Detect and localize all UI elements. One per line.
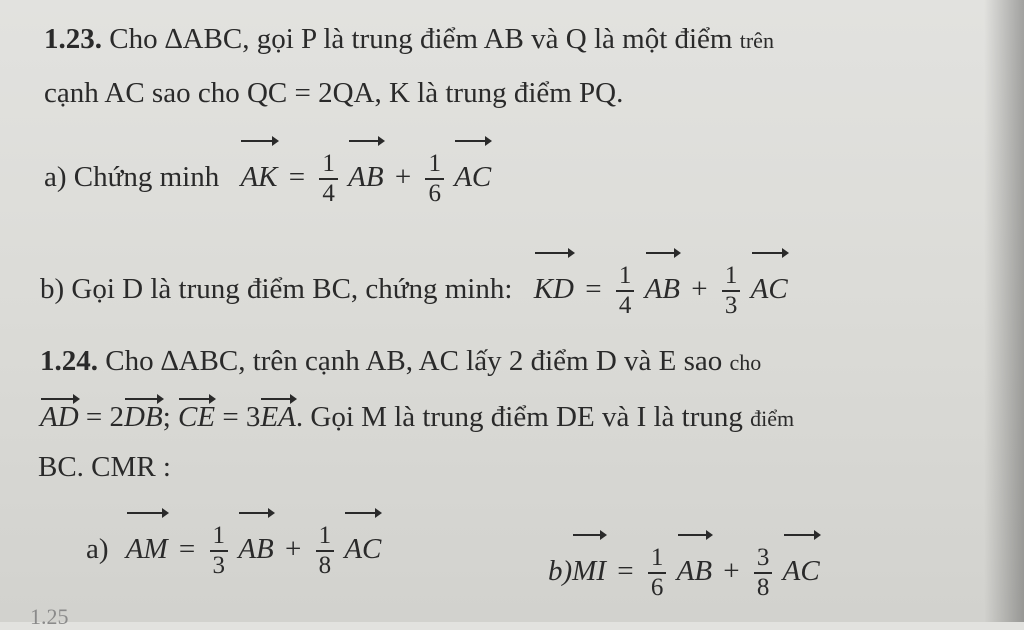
part-label: b): [548, 555, 573, 587]
denominator: 4: [322, 180, 335, 208]
fraction: [319, 150, 338, 208]
vector-ad: AD: [40, 394, 79, 434]
numerator: 1: [210, 522, 229, 552]
page-edge-shadow: [984, 0, 1024, 622]
fraction: [425, 150, 444, 208]
vector-ab: AB: [645, 248, 680, 324]
problem-number: 1.23.: [44, 23, 102, 55]
numerator: 1: [316, 522, 335, 552]
vector-ab: AB: [348, 136, 383, 212]
separator: ;: [162, 401, 171, 433]
vector-mi: MI: [572, 530, 606, 606]
numerator: 1: [319, 150, 338, 180]
problem-text: BC. CMR :: [38, 451, 171, 483]
problem-1-23-line-2: [44, 76, 623, 110]
fraction: [210, 522, 229, 580]
vector-ac: AC: [783, 530, 820, 606]
problem-text-small: trên: [739, 28, 774, 53]
equals-sign: =: [178, 533, 196, 565]
equals-sign: =: [585, 273, 602, 305]
vector-db: DB: [124, 394, 163, 434]
denominator: 6: [428, 180, 441, 208]
plus-sign: +: [723, 555, 740, 587]
equals-sign: =: [617, 555, 634, 587]
equals-sign: =: [288, 161, 306, 193]
vector-ab: AB: [677, 530, 712, 606]
fraction: [316, 522, 335, 580]
numerator: 1: [616, 262, 635, 292]
part-label: a): [86, 533, 109, 565]
part-label: a) Chứng minh: [44, 161, 220, 193]
next-problem-partial: 1.25: [30, 604, 69, 629]
problem-text: Cho ∆ABC, gọi P là trung điểm AB và Q là một điểm: [109, 23, 733, 55]
vector-ac: AC: [344, 508, 381, 584]
problem-1-24-line-3: [38, 450, 171, 484]
fraction: [648, 544, 667, 602]
problem-1-24-line-2: [40, 394, 794, 436]
numerator: 1: [722, 262, 741, 292]
equals-three: = 3: [222, 401, 261, 433]
fraction: [722, 262, 741, 320]
numerator: 1: [648, 544, 667, 574]
problem-1-23-part-b: [40, 248, 788, 324]
vector-ce: CE: [178, 394, 215, 434]
problem-1-23-line-1: [44, 22, 774, 58]
problem-text: Cho ∆ABC, trên cạnh AB, AC lấy 2 điểm D và E sao: [105, 345, 723, 377]
problem-1-23-part-a: [44, 136, 491, 212]
denominator: 3: [724, 292, 738, 320]
vector-kd: KD: [534, 248, 574, 324]
plus-sign: +: [691, 273, 708, 305]
denominator: 8: [318, 552, 332, 580]
vector-ac: AC: [454, 136, 491, 212]
problem-text: cạnh AC sao cho QC = 2QA, K là trung điểm PQ.: [44, 77, 624, 109]
vector-am: AM: [126, 508, 168, 584]
problem-1-24-part-b: [548, 530, 820, 606]
vector-ac: AC: [751, 248, 788, 324]
problem-text-small: điểm: [750, 406, 795, 431]
denominator: 3: [212, 552, 226, 580]
fraction: [754, 544, 773, 602]
denominator: 8: [756, 574, 770, 602]
equals-two: = 2: [85, 401, 125, 433]
denominator: 4: [618, 292, 632, 320]
plus-sign: +: [394, 161, 412, 193]
problem-1-24-part-a: [86, 508, 381, 584]
problem-text: . Gọi M là trung điểm DE và I là trung: [295, 401, 743, 433]
numerator: 1: [425, 150, 444, 180]
denominator: 6: [650, 574, 664, 602]
problem-text-small: cho: [729, 350, 762, 375]
vector-ak: AK: [240, 136, 277, 212]
problem-number: 1.24.: [40, 345, 98, 377]
vector-ab: AB: [238, 508, 273, 584]
vector-ea: EA: [260, 394, 295, 434]
plus-sign: +: [284, 533, 302, 565]
problem-1-24-line-1: [40, 344, 761, 380]
fraction: [616, 262, 635, 320]
numerator: 3: [754, 544, 773, 574]
part-label: b) Gọi D là trung điểm BC, chứng minh:: [40, 273, 513, 305]
